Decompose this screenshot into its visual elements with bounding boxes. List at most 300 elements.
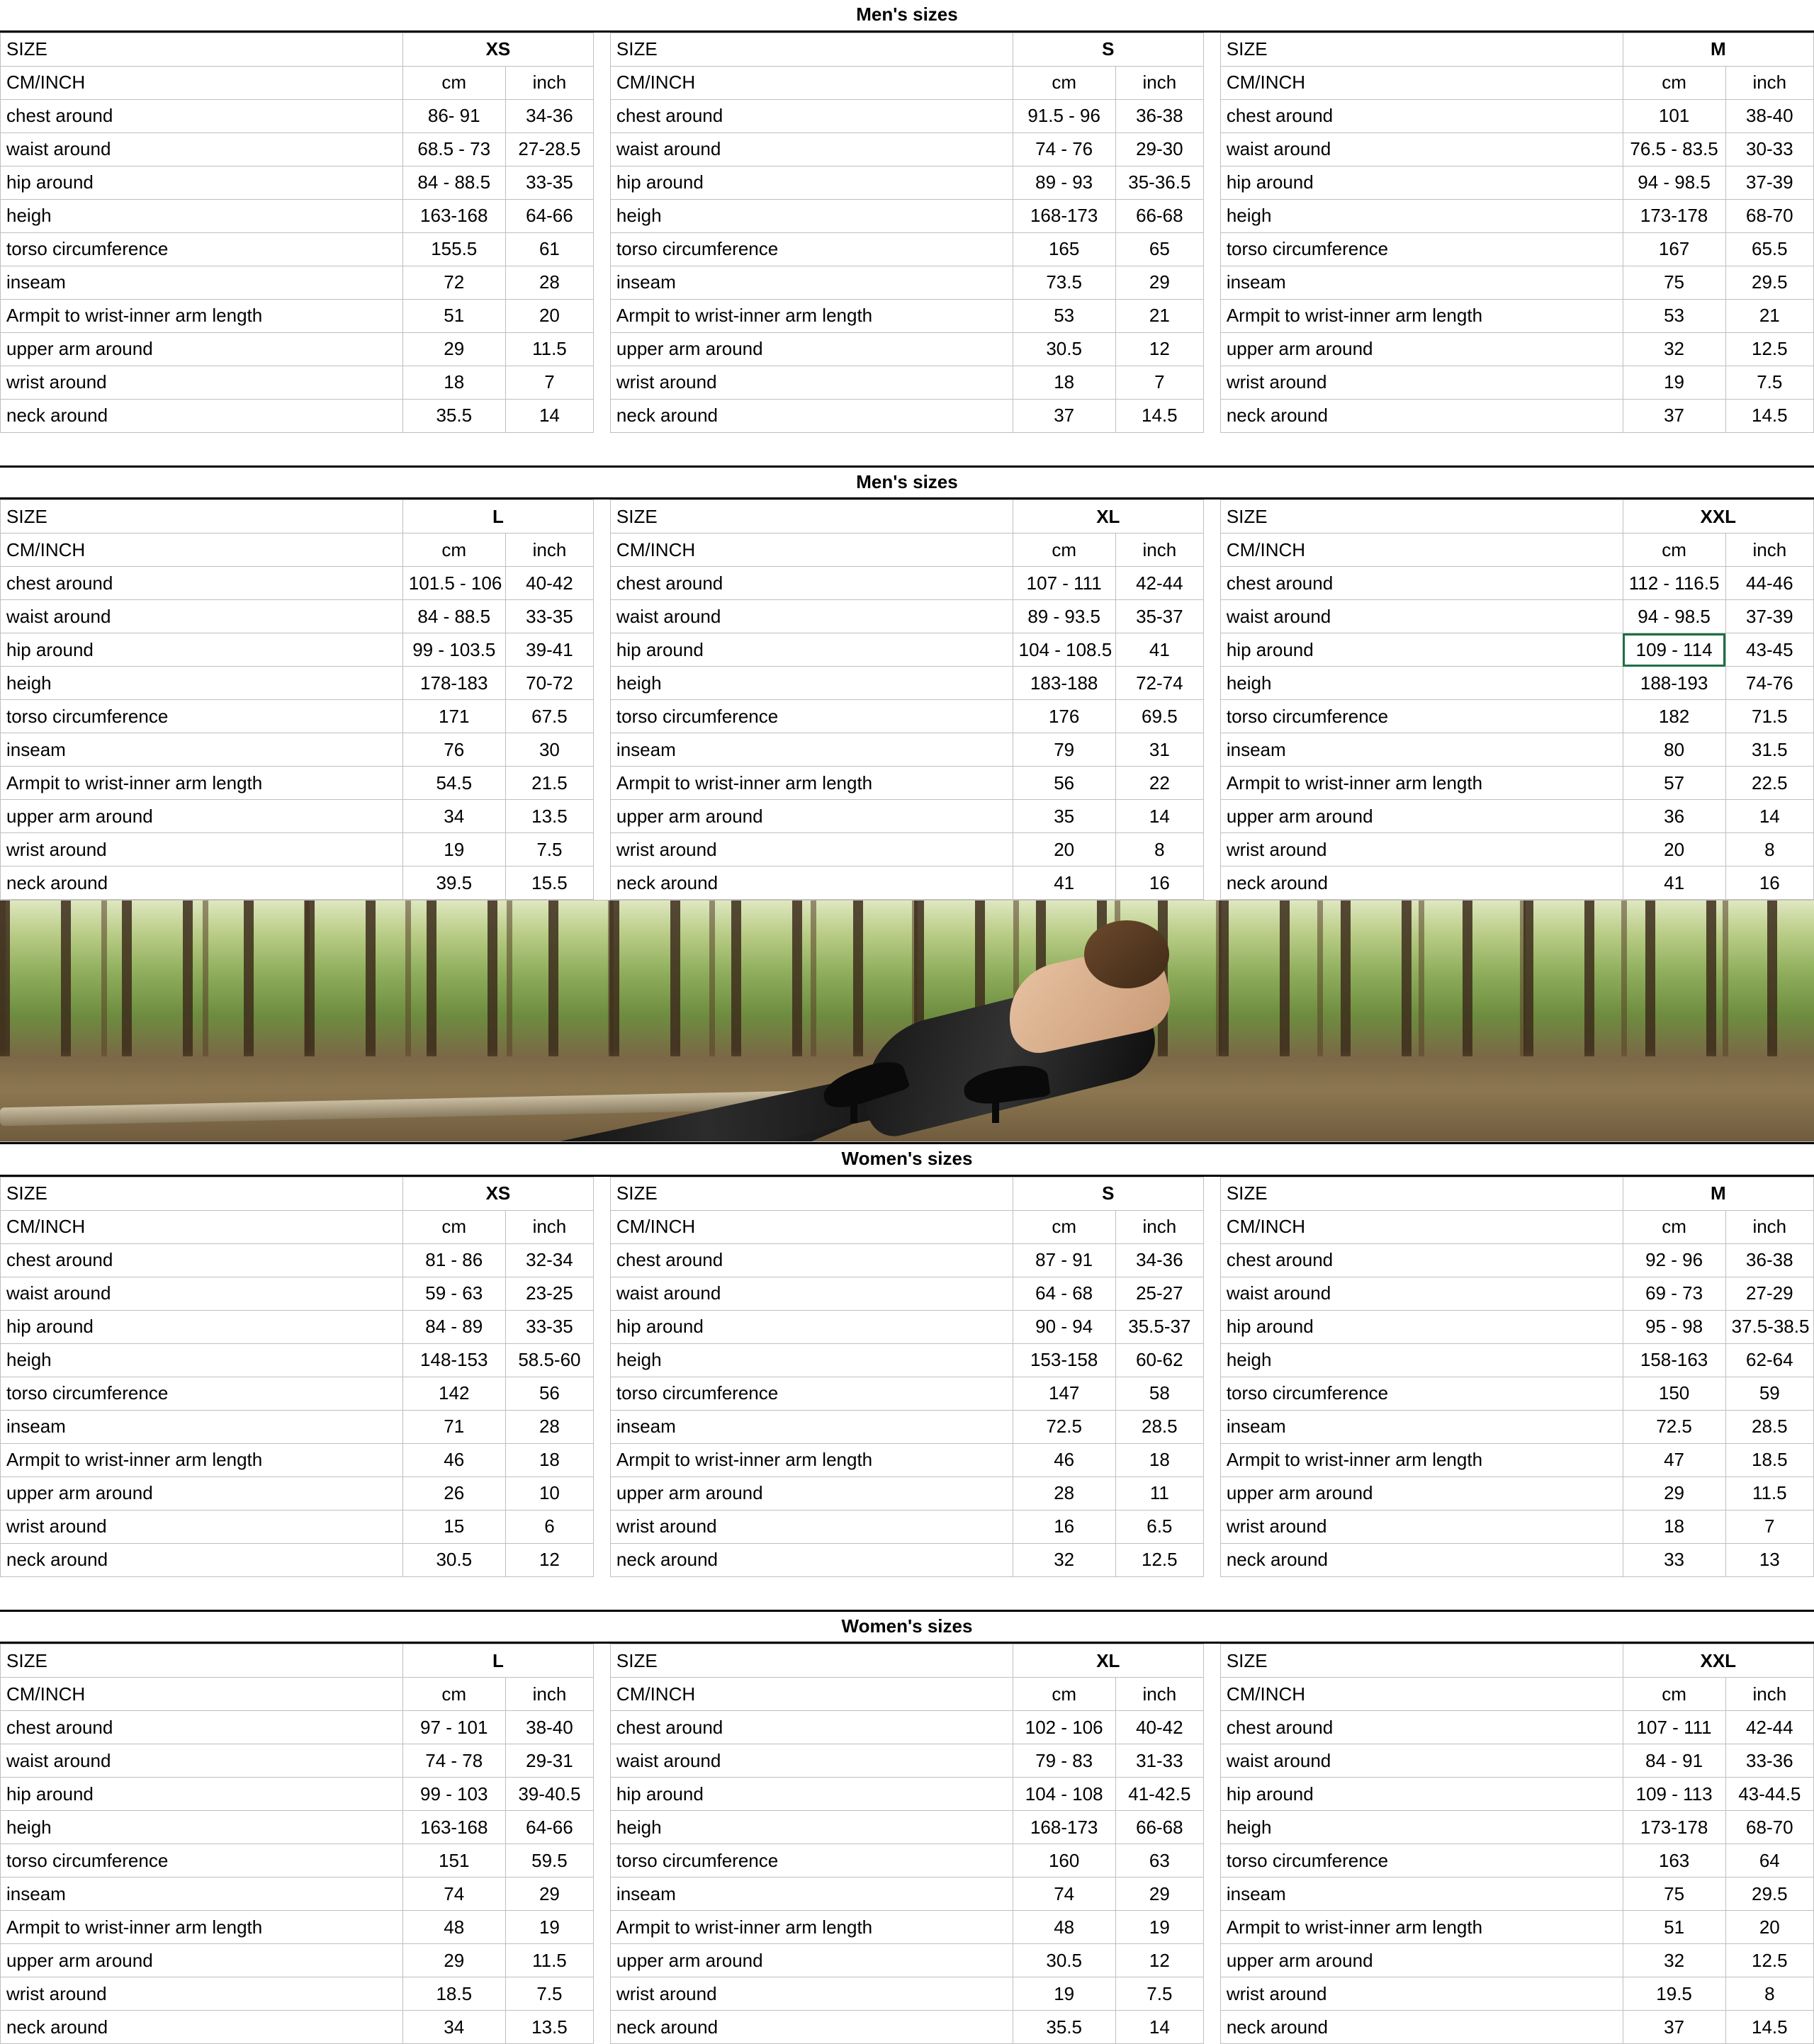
measure-inch: 20 — [505, 299, 593, 332]
measure-label: heigh — [1220, 667, 1623, 700]
measure-cm: 30.5 — [1013, 332, 1115, 366]
measure-label: chest around — [610, 1243, 1013, 1277]
measure-label: heigh — [1220, 199, 1623, 232]
column-gap — [594, 1711, 611, 1744]
unit-inch: inch — [1115, 1678, 1203, 1711]
measure-inch: 35.5-37 — [1115, 1310, 1203, 1343]
table-row — [1, 99, 1814, 132]
measure-inch: 16 — [1725, 866, 1813, 900]
measure-inch: 31.5 — [1725, 733, 1813, 767]
measure-label: neck around — [610, 866, 1013, 900]
unit-inch: inch — [505, 533, 593, 567]
measure-cm: 48 — [402, 1911, 505, 1944]
table-spacer-row — [1, 432, 1814, 465]
measure-label: neck around — [1220, 1543, 1623, 1576]
measure-cm: 80 — [1623, 733, 1725, 767]
column-gap — [594, 1343, 611, 1377]
measure-cm: 148-153 — [402, 1343, 505, 1377]
column-gap — [594, 33, 611, 66]
measure-cm: 74 - 76 — [1013, 132, 1115, 166]
measure-inch: 12.5 — [1725, 1944, 1813, 1977]
measure-label: upper arm around — [1, 1944, 403, 1977]
measure-cm: 153-158 — [1013, 1343, 1115, 1377]
size-label: SIZE — [610, 500, 1013, 533]
column-gap — [1204, 733, 1221, 767]
measure-inch: 27-28.5 — [505, 132, 593, 166]
measure-inch: 33-35 — [505, 600, 593, 633]
measure-inch: 37-39 — [1725, 166, 1813, 199]
column-gap — [594, 700, 611, 733]
measure-inch: 33-35 — [505, 166, 593, 199]
unit-inch: inch — [1115, 1210, 1203, 1243]
size-value: XS — [402, 1177, 593, 1210]
table-header-row — [1, 33, 1814, 66]
measure-inch: 21 — [1725, 299, 1813, 332]
measure-label: neck around — [1, 2011, 403, 2044]
measure-inch: 7 — [1115, 366, 1203, 399]
measure-cm: 74 — [402, 1878, 505, 1911]
unit-label: CM/INCH — [1, 533, 403, 567]
column-gap — [594, 533, 611, 567]
measure-cm: 84 - 88.5 — [402, 166, 505, 199]
measure-inch: 29 — [1115, 1878, 1203, 1911]
column-gap — [594, 232, 611, 266]
measure-label: inseam — [610, 266, 1013, 299]
table-row — [1, 166, 1814, 199]
unit-cm: cm — [1623, 1210, 1725, 1243]
measure-cm: 41 — [1013, 866, 1115, 900]
measure-label: hip around — [1, 166, 403, 199]
column-gap — [594, 767, 611, 800]
column-gap — [1203, 166, 1220, 199]
measure-cm: 30.5 — [1013, 1944, 1115, 1977]
measure-label: heigh — [610, 1811, 1013, 1844]
unit-label: CM/INCH — [1220, 66, 1623, 99]
table-row — [1, 1878, 1814, 1911]
measure-inch: 40-42 — [1115, 1711, 1203, 1744]
column-gap — [1204, 700, 1221, 733]
table-row — [1, 132, 1814, 166]
table-row — [1, 1510, 1814, 1543]
measure-cm: 91.5 - 96 — [1013, 99, 1115, 132]
measure-label: upper arm around — [610, 1476, 1013, 1510]
measure-cm: 99 - 103.5 — [402, 633, 505, 667]
measure-inch: 68-70 — [1725, 1811, 1813, 1844]
measure-inch: 14.5 — [1725, 399, 1813, 432]
measure-cm: 19 — [402, 833, 505, 866]
column-gap — [594, 1944, 611, 1977]
table-row — [1, 1744, 1814, 1778]
column-gap — [594, 567, 611, 600]
measure-label: hip around — [1, 1778, 403, 1811]
measure-inch: 18.5 — [1725, 1443, 1813, 1476]
measure-inch: 42-44 — [1725, 1711, 1813, 1744]
column-gap — [594, 1778, 611, 1811]
measure-label: waist around — [1220, 600, 1623, 633]
measure-inch: 59.5 — [505, 1844, 593, 1878]
measure-label: hip around — [1220, 1310, 1623, 1343]
column-gap — [594, 800, 611, 833]
size-label: SIZE — [1, 1177, 403, 1210]
size-value: L — [402, 500, 593, 533]
measure-inch: 28.5 — [1725, 1410, 1813, 1443]
measure-inch: 35-36.5 — [1115, 166, 1203, 199]
unit-cm: cm — [402, 1210, 505, 1243]
column-gap — [594, 1744, 611, 1778]
measure-inch: 36-38 — [1725, 1243, 1813, 1277]
measure-cm: 89 - 93.5 — [1013, 600, 1115, 633]
measure-inch: 34-36 — [505, 99, 593, 132]
column-gap — [1203, 1210, 1220, 1243]
measure-cm: 35.5 — [402, 399, 505, 432]
measure-inch: 31 — [1115, 733, 1203, 767]
measure-cm: 76 — [402, 733, 505, 767]
measure-inch: 58.5-60 — [505, 1343, 593, 1377]
column-gap — [1203, 1243, 1220, 1277]
measure-label: inseam — [1, 733, 403, 767]
measure-inch: 41-42.5 — [1115, 1778, 1203, 1811]
section-title-mens-2: Men's sizes — [0, 465, 1814, 500]
measure-label: wrist around — [1, 366, 403, 399]
measure-cm: 68.5 - 73 — [402, 132, 505, 166]
column-gap — [594, 266, 611, 299]
unit-label: CM/INCH — [1, 1210, 403, 1243]
table-header-row — [1, 500, 1814, 533]
unit-cm: cm — [402, 533, 505, 567]
table-row — [1, 332, 1814, 366]
measure-inch: 11.5 — [505, 332, 593, 366]
column-gap — [1203, 132, 1220, 166]
measure-inch: 68-70 — [1725, 199, 1813, 232]
measure-label: neck around — [610, 2011, 1013, 2044]
measure-inch: 38-40 — [1725, 99, 1813, 132]
table-row — [1, 366, 1814, 399]
column-gap — [594, 667, 611, 700]
measure-label: wrist around — [610, 1977, 1013, 2011]
measure-cm: 53 — [1013, 299, 1115, 332]
unit-label: CM/INCH — [610, 1210, 1013, 1243]
measure-label: inseam — [1, 1410, 403, 1443]
measure-cm: 33 — [1623, 1543, 1725, 1576]
measure-label: wrist around — [1220, 366, 1623, 399]
measure-inch: 29 — [1115, 266, 1203, 299]
unit-inch: inch — [1725, 66, 1813, 99]
table-row — [1, 232, 1814, 266]
measure-inch: 25-27 — [1115, 1277, 1203, 1310]
column-gap — [594, 1410, 611, 1443]
size-label: SIZE — [1220, 500, 1623, 533]
column-gap — [1204, 1744, 1221, 1778]
measure-inch: 28 — [505, 266, 593, 299]
column-gap — [1203, 1443, 1220, 1476]
table-row — [1, 733, 1814, 767]
column-gap — [1203, 366, 1220, 399]
measure-inch: 42-44 — [1115, 567, 1203, 600]
size-table-mens-l-xl-xxl — [0, 499, 1814, 900]
measure-cm: 34 — [402, 2011, 505, 2044]
measure-cm: 75 — [1623, 266, 1725, 299]
measure-inch: 29.5 — [1725, 266, 1813, 299]
measure-label: heigh — [1, 1343, 403, 1377]
measure-label: hip around — [1220, 1778, 1623, 1811]
measure-inch: 13.5 — [505, 800, 593, 833]
measure-label: chest around — [610, 1711, 1013, 1744]
column-gap — [594, 500, 611, 533]
size-value: XXL — [1623, 500, 1813, 533]
column-gap — [1203, 299, 1220, 332]
measure-inch: 30 — [505, 733, 593, 767]
measure-label: Armpit to wrist-inner arm length — [1220, 299, 1623, 332]
measure-inch: 14 — [1115, 2011, 1203, 2044]
column-gap — [1204, 866, 1221, 900]
measure-cm: 29 — [1623, 1476, 1725, 1510]
measure-cm: 178-183 — [402, 667, 505, 700]
measure-label: hip around — [610, 1778, 1013, 1811]
size-label: SIZE — [610, 33, 1013, 66]
table-row — [1, 1343, 1814, 1377]
section-title-mens-1: Men's sizes — [0, 0, 1814, 33]
unit-label: CM/INCH — [610, 66, 1013, 99]
unit-label: CM/INCH — [1, 66, 403, 99]
measure-inch: 64-66 — [505, 199, 593, 232]
measure-inch: 13.5 — [505, 2011, 593, 2044]
photo-model — [425, 915, 1275, 1127]
measure-cm: 79 — [1013, 733, 1115, 767]
measure-cm: 36 — [1623, 800, 1725, 833]
measure-cm: 94 - 98.5 — [1623, 600, 1725, 633]
measure-cm: 173-178 — [1623, 199, 1725, 232]
measure-label: waist around — [1, 1744, 403, 1778]
measure-label: upper arm around — [610, 332, 1013, 366]
measure-label: inseam — [1220, 1878, 1623, 1911]
column-gap — [594, 1878, 611, 1911]
measure-inch: 18 — [505, 1443, 593, 1476]
unit-inch: inch — [1115, 533, 1203, 567]
size-value: XL — [1013, 1644, 1203, 1678]
measure-label: Armpit to wrist-inner arm length — [610, 299, 1013, 332]
measure-cm: 109 - 113 — [1623, 1778, 1725, 1811]
measure-label: wrist around — [610, 1510, 1013, 1543]
measure-label: chest around — [1, 1711, 403, 1744]
measure-label: neck around — [610, 1543, 1013, 1576]
measure-inch: 21.5 — [505, 767, 593, 800]
column-gap — [594, 1911, 611, 1944]
column-gap — [594, 399, 611, 432]
measure-inch: 7.5 — [505, 1977, 593, 2011]
measure-label: wrist around — [1, 1510, 403, 1543]
table-row — [1, 1243, 1814, 1277]
column-gap — [594, 2011, 611, 2044]
measure-label: wrist around — [1, 833, 403, 866]
measure-label: upper arm around — [1220, 800, 1623, 833]
column-gap — [594, 600, 611, 633]
measure-cm: 74 — [1013, 1878, 1115, 1911]
measure-inch: 29 — [505, 1878, 593, 1911]
column-gap — [594, 1844, 611, 1878]
measure-label: chest around — [1220, 99, 1623, 132]
table-row — [1, 399, 1814, 432]
measure-inch: 20 — [1725, 1911, 1813, 1944]
measure-inch: 36-38 — [1115, 99, 1203, 132]
table-row — [1, 1476, 1814, 1510]
table-header-row — [1, 1177, 1814, 1210]
measure-cm: 173-178 — [1623, 1811, 1725, 1844]
measure-cm: 30.5 — [402, 1543, 505, 1576]
column-gap — [594, 1277, 611, 1310]
photo-model-head — [1084, 920, 1169, 988]
measure-inch: 37.5-38.5 — [1725, 1310, 1813, 1343]
measure-inch: 62-64 — [1725, 1343, 1813, 1377]
measure-inch: 63 — [1115, 1844, 1203, 1878]
unit-cm: cm — [1623, 1678, 1725, 1711]
measure-inch: 22.5 — [1725, 767, 1813, 800]
measure-inch: 21 — [1115, 299, 1203, 332]
measure-label: torso circumference — [610, 232, 1013, 266]
measure-inch: 6.5 — [1115, 1510, 1203, 1543]
unit-inch: inch — [505, 1210, 593, 1243]
measure-inch: 14 — [505, 399, 593, 432]
table-row — [1, 1778, 1814, 1811]
measure-inch: 69.5 — [1115, 700, 1203, 733]
measure-label: heigh — [1220, 1343, 1623, 1377]
column-gap — [1204, 1977, 1221, 2011]
unit-cm: cm — [1013, 66, 1115, 99]
measure-inch: 37-39 — [1725, 600, 1813, 633]
column-gap — [594, 66, 611, 99]
measure-cm: 168-173 — [1013, 1811, 1115, 1844]
unit-label: CM/INCH — [1, 1678, 403, 1711]
column-gap — [1204, 667, 1221, 700]
table-row — [1, 767, 1814, 800]
measure-cm: 15 — [402, 1510, 505, 1543]
measure-inch: 14.5 — [1115, 399, 1203, 432]
measure-cm: 158-163 — [1623, 1343, 1725, 1377]
measure-cm: 41 — [1623, 866, 1725, 900]
measure-cm: 142 — [402, 1377, 505, 1410]
measure-cm: 163-168 — [402, 199, 505, 232]
measure-inch: 7 — [505, 366, 593, 399]
measure-inch: 28 — [505, 1410, 593, 1443]
measure-label: inseam — [610, 733, 1013, 767]
table-row — [1, 866, 1814, 900]
measure-cm: 72.5 — [1623, 1410, 1725, 1443]
measure-cm: 37 — [1623, 2011, 1725, 2044]
measure-cm-selected[interactable]: 109 - 114 — [1623, 633, 1725, 667]
column-gap — [594, 199, 611, 232]
measure-cm: 112 - 116.5 — [1623, 567, 1725, 600]
measure-cm: 90 - 94 — [1013, 1310, 1115, 1343]
table-row — [1, 1410, 1814, 1443]
measure-inch: 14 — [1725, 800, 1813, 833]
table-row — [1, 1543, 1814, 1576]
unit-label: CM/INCH — [610, 533, 1013, 567]
unit-inch: inch — [1725, 1678, 1813, 1711]
column-gap — [1204, 600, 1221, 633]
size-value: S — [1013, 33, 1203, 66]
measure-cm: 97 - 101 — [402, 1711, 505, 1744]
measure-cm: 37 — [1013, 399, 1115, 432]
size-label: SIZE — [610, 1644, 1013, 1678]
measure-cm: 99 - 103 — [402, 1778, 505, 1811]
measure-inch: 67.5 — [505, 700, 593, 733]
column-gap — [594, 366, 611, 399]
measure-label: torso circumference — [1, 1844, 403, 1878]
measure-inch: 14.5 — [1725, 2011, 1813, 2044]
measure-cm: 81 - 86 — [402, 1243, 505, 1277]
measure-label: hip around — [1220, 633, 1623, 667]
measure-inch: 31-33 — [1115, 1744, 1203, 1778]
size-value: XS — [402, 33, 593, 66]
measure-inch: 60-62 — [1115, 1343, 1203, 1377]
measure-cm: 176 — [1013, 700, 1115, 733]
column-gap — [1204, 767, 1221, 800]
column-gap — [594, 299, 611, 332]
size-table-mens-xs-s-m — [0, 33, 1814, 465]
measure-inch: 32-34 — [505, 1243, 593, 1277]
measure-label: heigh — [1, 199, 403, 232]
size-value: XL — [1013, 500, 1203, 533]
measure-cm: 26 — [402, 1476, 505, 1510]
measure-label: chest around — [1, 1243, 403, 1277]
measure-label: waist around — [1220, 1744, 1623, 1778]
measure-label: hip around — [1220, 166, 1623, 199]
measure-inch: 8 — [1725, 1977, 1813, 2011]
measure-inch: 19 — [505, 1911, 593, 1944]
measure-label: inseam — [1220, 733, 1623, 767]
column-gap — [1204, 533, 1221, 567]
measure-cm: 48 — [1013, 1911, 1115, 1944]
measure-label: waist around — [1, 1277, 403, 1310]
column-gap — [1203, 66, 1220, 99]
measure-label: neck around — [1, 1543, 403, 1576]
measure-label: wrist around — [610, 833, 1013, 866]
measure-cm: 34 — [402, 800, 505, 833]
measure-inch: 10 — [505, 1476, 593, 1510]
size-label: SIZE — [1220, 33, 1623, 66]
column-gap — [594, 1476, 611, 1510]
measure-inch: 43-45 — [1725, 633, 1813, 667]
measure-cm: 54.5 — [402, 767, 505, 800]
table-row — [1, 1277, 1814, 1310]
measure-label: waist around — [1220, 1277, 1623, 1310]
measure-label: chest around — [1220, 567, 1623, 600]
column-gap — [1204, 500, 1221, 533]
measure-inch: 61 — [505, 232, 593, 266]
measure-inch: 12.5 — [1725, 332, 1813, 366]
column-gap — [1204, 633, 1221, 667]
column-gap — [1204, 1944, 1221, 1977]
measure-inch: 11.5 — [1725, 1476, 1813, 1510]
measure-inch: 7.5 — [1115, 1977, 1203, 2011]
table-row — [1, 2011, 1814, 2044]
table-row — [1, 833, 1814, 866]
measure-cm: 73.5 — [1013, 266, 1115, 299]
unit-cm: cm — [1013, 1678, 1115, 1711]
column-gap — [1204, 1778, 1221, 1811]
measure-cm: 69 - 73 — [1623, 1277, 1725, 1310]
measure-label: torso circumference — [1, 1377, 403, 1410]
measure-inch: 59 — [1725, 1377, 1813, 1410]
measure-cm: 168-173 — [1013, 199, 1115, 232]
measure-label: torso circumference — [1220, 700, 1623, 733]
table-row — [1, 800, 1814, 833]
measure-cm: 18 — [402, 366, 505, 399]
column-gap — [1203, 1310, 1220, 1343]
table-row — [1, 700, 1814, 733]
measure-inch: 30-33 — [1725, 132, 1813, 166]
table-row — [1, 1911, 1814, 1944]
unit-cm: cm — [1013, 1210, 1115, 1243]
